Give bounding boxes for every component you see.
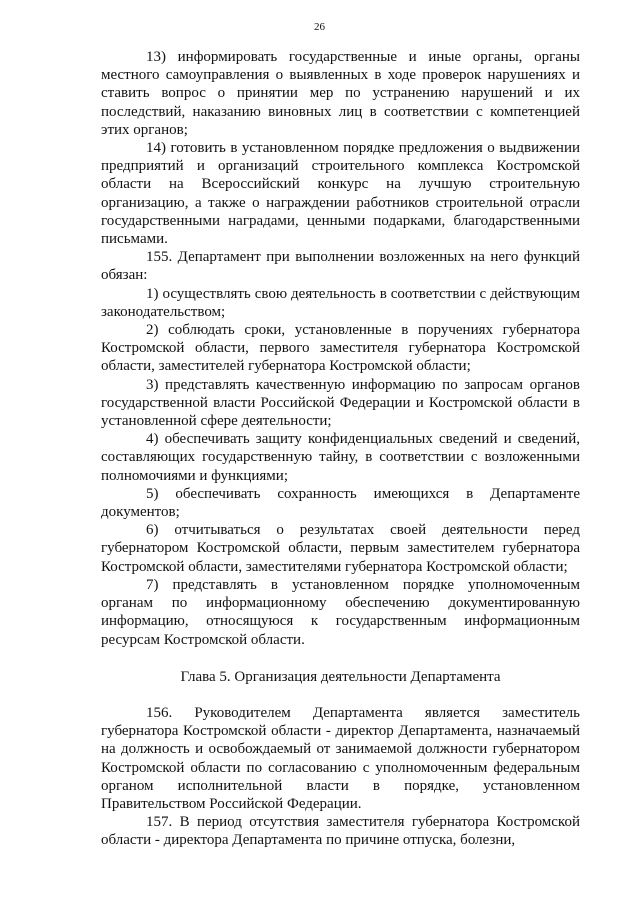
paragraph-duty-7: 7) представлять в установленном порядке уполномоченным органам по информационному обеспечению документированную информацию, относящуюся к государственным информационным ресурсам Костромской области.	[101, 576, 580, 648]
paragraph-duty-3: 3) представлять качественную информацию по запросам органов государственной власти Российской Федерации и Костромской области в установленной сфере деятельности;	[101, 376, 580, 430]
paragraph-duty-2: 2) соблюдать сроки, установленные в поручениях губернатора Костромской области, первого заместителя губернатора Костромской области, заместителей губернатора Костромской области;	[101, 322, 580, 375]
chapter-heading: Глава 5. Организация деятельности Департамента	[180, 668, 501, 685]
page-number: 26	[314, 21, 325, 33]
paragraph-item-13: 13) информировать государственные и иные органы, органы местного самоуправления о выявленных в ходе проверок нарушениях и ставить вопрос о принятии мер по устранению нарушений и их последствий, наказанию виновных лиц в соответствии с компетенцией этих органов;	[101, 49, 580, 138]
paragraph-duty-5: 5) обеспечивать сохранность имеющихся в Департаменте документов;	[101, 485, 580, 521]
paragraph-clause-157: 157. В период отсутствия заместителя губернатора Костромской области - директора Департамента по причине отпуска, болезни,	[101, 814, 580, 849]
paragraph-duty-4: 4) обеспечивать защиту конфиденциальных сведений и сведений, составляющих государственную тайну, в соответствии с возложенными полномочиями и функциями;	[101, 431, 580, 484]
document-body	[101, 48, 580, 850]
paragraph-duty-1: 1) осуществлять свою деятельность в соответствии с действующим законодательством;	[101, 285, 580, 320]
paragraph-clause-155: 155. Департамент при выполнении возложенных на него функций обязан:	[101, 249, 580, 284]
paragraph-clause-156: 156. Руководителем Департамента является заместитель губернатора Костромской области - директор Департамента, назначаемый на должность и освобождаемый от занимаемой должности губернатором Костромской области по согласованию с уполномоченным федеральным органом исполнительной власти в порядке, установленном Правительством Российской Федерации.	[101, 704, 580, 812]
paragraph-duty-6: 6) отчитываться о результатах своей деятельности перед губернатором Костромской области, первым заместителем губернатора Костромской области, заместителями губернатора Костромской области;	[101, 522, 580, 575]
paragraph-item-14: 14) готовить в установленном порядке предложения о выдвижении предприятий и организаций строительного комплекса Костромской области на Всероссийский конкурс на лучшую строительную организацию, а также о награждении работников строительной отрасли государственными наградами, ценными подарками, благодарственными письмами.	[101, 140, 580, 248]
